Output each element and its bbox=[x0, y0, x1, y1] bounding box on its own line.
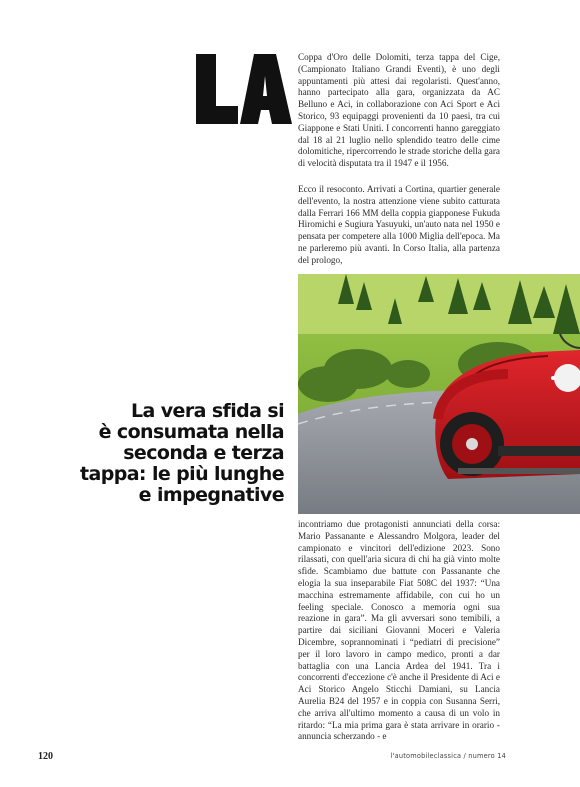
paragraph-intro: Coppa d'Oro delle Dolomiti, terza tappa del Cige, (Campionato Italiano Grandi Eventi), è uno degli appuntamenti più attesi dai regolaristi. Quest'anno, hanno partecipato alla gara, organizzata da AC Belluno e Aci, in collaborazione con Aci Sport e Aci Storico, 93 equipaggi provenienti da 10 paesi, tra cui Giappone e Stati Uniti. I concorrenti hanno gareggiato dal 18 al 21 luglio nello splendido teatro delle cime dolomitiche, ripercorrendo le strade storiche della gara di velocità disputata tra il 1947 e il 1956. bbox=[298, 52, 500, 169]
pull-quote-line: tappa: le più lunghe bbox=[80, 463, 284, 485]
pull-quote-line: e impegnative bbox=[138, 484, 284, 506]
pull-quote-line: La vera sfida si bbox=[131, 400, 284, 422]
dropcap-letters bbox=[196, 52, 292, 124]
running-footer: l'automobileclassica / numero 14 bbox=[390, 752, 506, 760]
pull-quote bbox=[40, 401, 284, 506]
hero-photo-red-car bbox=[298, 274, 580, 514]
article-column-2 bbox=[298, 184, 500, 267]
pull-quote-line: seconda e terza bbox=[123, 442, 284, 464]
article-column-3 bbox=[298, 519, 500, 743]
pull-quote-line: è consumata nella bbox=[98, 421, 284, 443]
article-column-1 bbox=[298, 52, 500, 170]
page-number: 120 bbox=[38, 751, 53, 762]
paragraph-protagonists: incontriamo due protagonisti annunciati della corsa: Mario Passanante e Alessandro Molgora, leader del campionato e vincitori dell'edizione 2023. Sono rilassati, con quell'aria sicura di chi ha già vinto molte sfide. Scambiamo due battute con Passanante che elogia la sua inseparabile Fiat 508C del 1937: “Una macchina estremamente affidabile, con cui ho un feeling speciale. Conosco a memoria ogni sua reazione in gara”. Ma gli avversari sono temibili, a partire dai siciliani Giovanni Moceri e Valeria Dicembre, soprannominati i “pediatri di precisione” per il loro lavoro in campo medico, pronti a dar battaglia con una Lancia Ardea del 1941. Tra i concorrenti d'eccezione c'è anche il Presidente di Aci e Aci Storico Angelo Sticchi Damiani, su Lancia Aurelia B24 del 1957 e in coppia con Susanna Serri, che arriva all'ultimo momento a causa di un volo in ritardo: “La mia prima gara è stata arrivare in orario - annuncia scherzando - e bbox=[298, 519, 500, 742]
paragraph-cortina: Ecco il resoconto. Arrivati a Cortina, quartier generale dell'evento, la nostra attenzione viene subito catturata dalla Ferrari 166 MM della coppia giapponese Fukuda Hiromichi e Sugiura Yasuyuki, un'auto nata nel 1950 e pensata per competere alla 1000 Miglia dell'epoca. Ma ne parleremo più avanti. In Corso Italia, alla partenza del prologo, bbox=[298, 184, 500, 265]
car-photo-illustration bbox=[298, 274, 580, 514]
